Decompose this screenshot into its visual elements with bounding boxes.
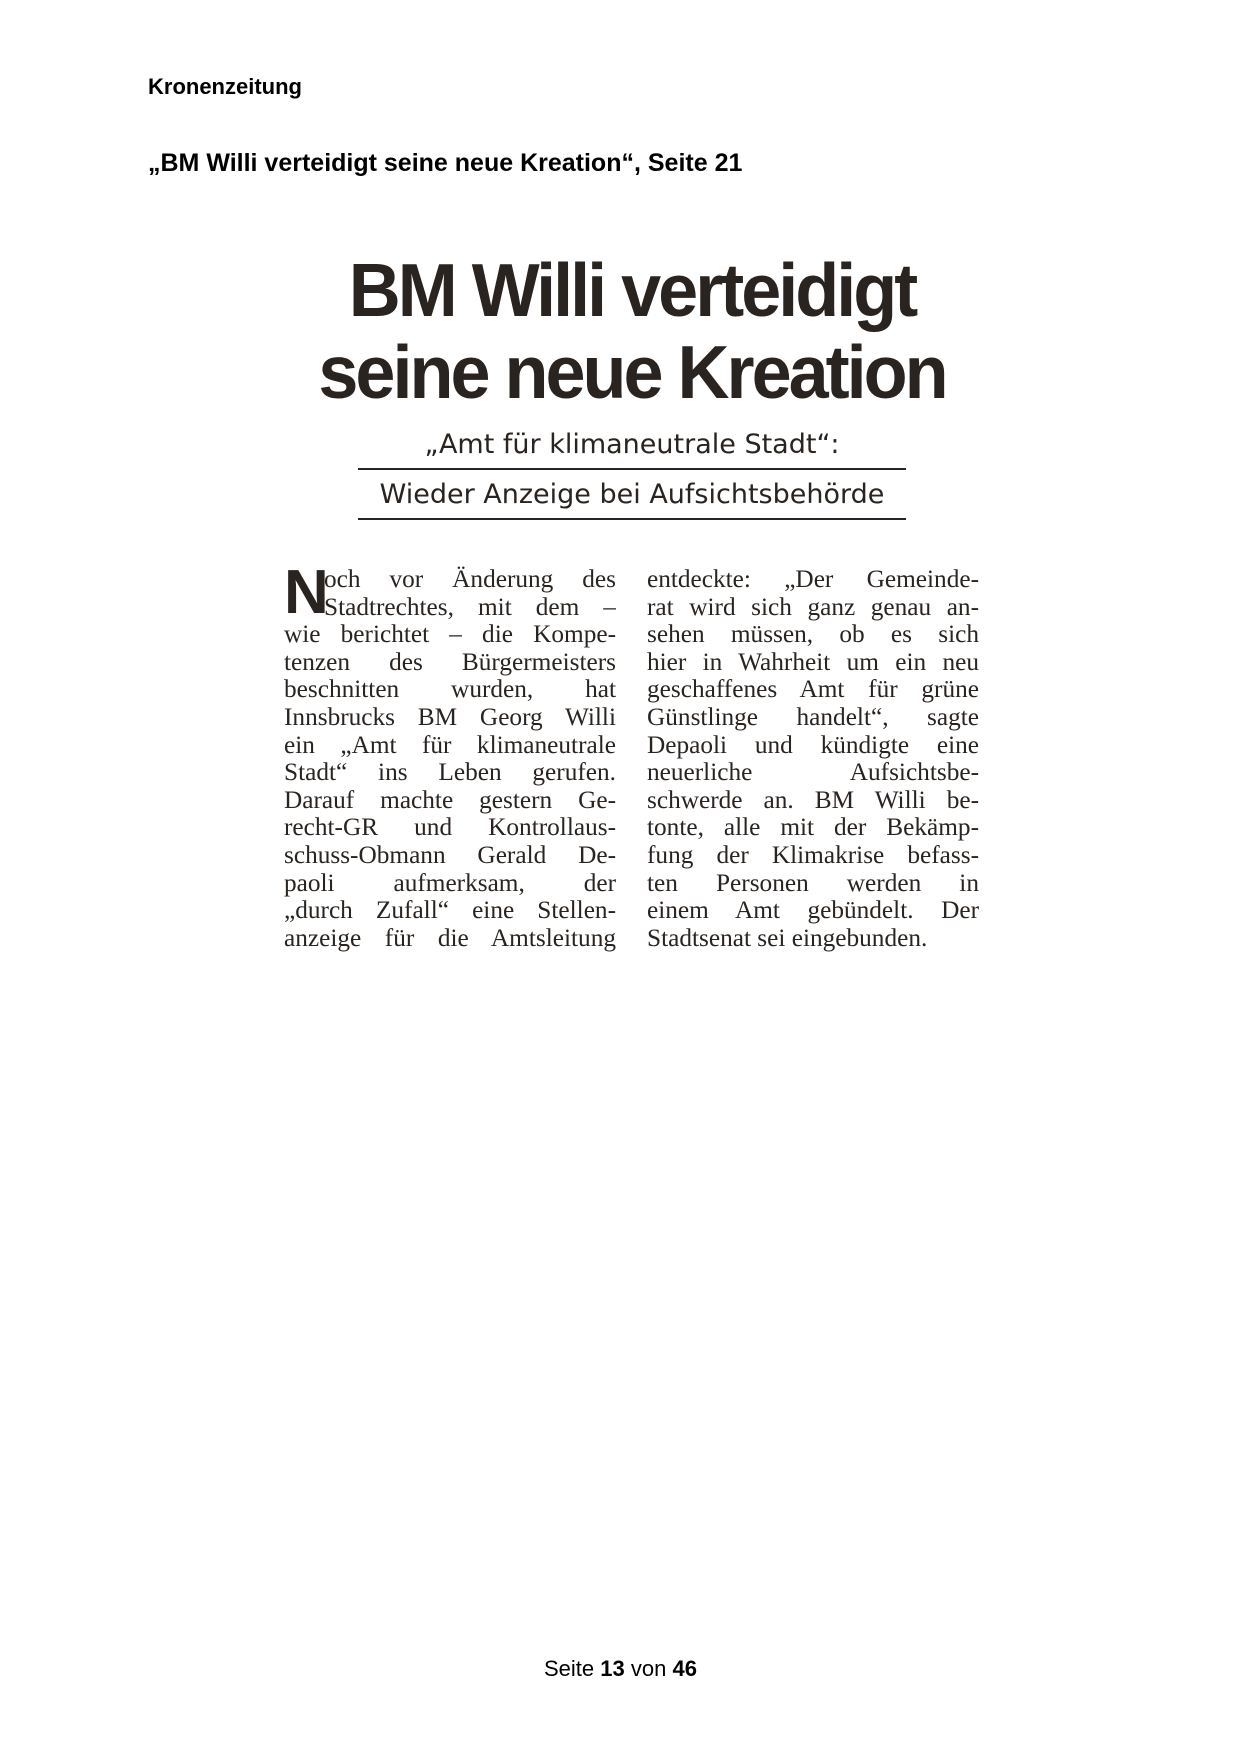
headline-line: BM Willi verteidigt: [348, 248, 916, 333]
footer-total-pages: 46: [672, 1656, 697, 1681]
body-line: Stadtsenat sei eingebunden.: [647, 924, 928, 952]
body-line: Stadt“ ins Leben gerufen.: [284, 759, 616, 787]
subhead-divider: [358, 468, 906, 470]
body-line: ein „Amt für klimaneutrale: [284, 731, 616, 759]
body-line: einem Amt gebündelt. Der: [647, 897, 979, 925]
footer-separator: von: [630, 1656, 667, 1681]
body-line: tenzen des Bürgermeisters: [284, 648, 616, 676]
body-line: „durch Zufall“ eine Stellen-: [284, 897, 616, 925]
body-line: Günstlinge handelt“, sagte: [647, 703, 979, 731]
body-line: recht-GR und Kontrollaus-: [284, 814, 616, 842]
body-line: entdeckte: „Der Gemeinde-: [647, 566, 979, 593]
body-line: schwerde an. BM Willi be-: [647, 786, 979, 814]
article-column-1: [284, 558, 616, 952]
footer-prefix: Seite: [544, 1656, 595, 1681]
article-column-2: [647, 566, 979, 952]
headline-line: seine neue Kreation: [318, 330, 946, 415]
body-line: wie berichtet – die Kompe-: [284, 621, 616, 649]
headline: [284, 250, 980, 414]
subhead-line: Wieder Anzeige bei Aufsichtsbehörde: [379, 479, 885, 510]
body-line: tonte, alle mit der Bekämp-: [647, 814, 979, 842]
body-line: ten Personen werden in: [647, 869, 979, 897]
body-line: hier in Wahrheit um ein neu: [647, 648, 979, 676]
body-line: Darauf machte gestern Ge-: [284, 786, 616, 814]
newspaper-clipping: [284, 250, 980, 960]
body-line: rat wird sich ganz genau an-: [647, 593, 979, 621]
body-line: geschaffenes Amt für grüne: [647, 676, 979, 704]
body-line: Stadtrechtes, mit dem –: [324, 593, 616, 621]
body-line: paoli aufmerksam, der: [284, 869, 616, 897]
page-footer: [0, 1656, 1241, 1682]
body-line: schuss-Obmann Gerald De-: [284, 841, 616, 869]
body-line: Innsbrucks BM Georg Willi: [284, 703, 616, 731]
body-line: fung der Klimakrise befass-: [647, 841, 979, 869]
source-name: Kronenzeitung: [148, 74, 302, 99]
body-line: Depaoli und kündigte eine: [647, 731, 979, 759]
subhead-divider: [358, 518, 906, 520]
footer-current-page: 13: [600, 1656, 625, 1681]
body-line: neuerliche Aufsichtsbe-: [647, 759, 979, 787]
article-reference: „BM Willi verteidigt seine neue Kreation“, Seite 21: [148, 149, 743, 177]
body-line: sehen müssen, ob es sich: [647, 621, 979, 649]
drop-cap: N: [284, 558, 329, 627]
body-line: anzeige für die Amtsleitung: [284, 924, 616, 952]
body-line: och vor Änderung des: [324, 566, 616, 593]
body-line: beschnitten wurden, hat: [284, 676, 616, 704]
subhead-line: „Amt für klimaneutrale Stadt“:: [424, 429, 840, 460]
